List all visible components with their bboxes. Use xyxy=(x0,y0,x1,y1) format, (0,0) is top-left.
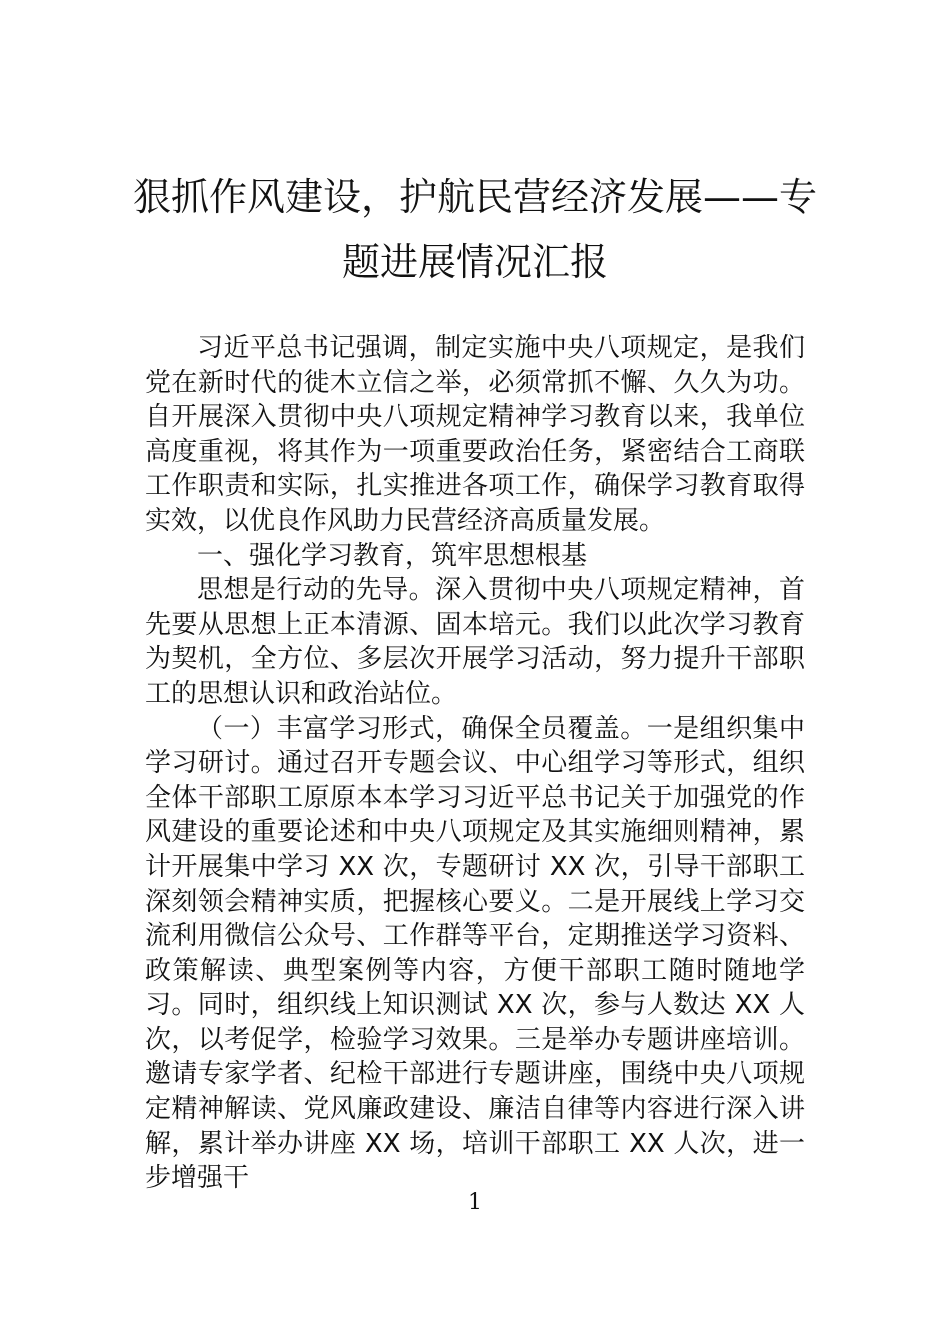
section-1-paragraph: 思想是行动的先导。深入贯彻中央八项规定精神，首先要从思想上正本清源、固本培元。我们以此次学习教育为契机，全方位、多层次开展学习活动，努力提升干部职工的思想认识和政治站位。 xyxy=(145,575,805,709)
document-title: 狠抓作风建设，护航民营经济发展——专题进展情况汇报 xyxy=(132,175,817,284)
page-number: 1 xyxy=(468,1190,482,1215)
section-heading-1: 一、强化学习教育，筑牢思想根基 xyxy=(197,540,588,571)
intro-paragraph: 习近平总书记强调，制定实施中央八项规定，是我们党在新时代的徙木立信之举，必须常抓不懈、久久为功。自开展深入贯彻中央八项规定精神学习教育以来，我单位高度重视，将其作为一项重要政治任务，紧密结合工商联工作职责和实际，扎实推进各项工作，确保学习教育取得实效，以优良作风助力民营经济高质量发展。 xyxy=(145,333,805,536)
subsection-1-paragraph: （一）丰富学习形式，确保全员覆盖。一是组织集中学习研讨。通过召开专题会议、中心组学习等形式，组织全体干部职工原原本本学习习近平总书记关于加强党的作风建设的重要论述和中央八项规定及其实施细则精神，累计开展集中学习 XX 次，专题研讨 XX 次，引导干部职工深刻领会精神实质，把握核心要义。二是开展线上学习交流利用微信公众号、工作群等平台，定期推送学习资料、政策解读、典型案例等内容，方便干部职工随时随地学习。同时，组织线上知识测试 XX 次，参与人数达 XX 人次，以考促学，检验学习效果。三是举办专题讲座培训。邀请专家学者、纪检干部进行专题讲座，围绕中央八项规定精神解读、党风廉政建设、廉洁自律等内容进行深入讲解，累计举办讲座 XX 场，培训干部职工 XX 人次，进一步增强干 xyxy=(145,713,805,1194)
document-body xyxy=(145,331,805,1196)
